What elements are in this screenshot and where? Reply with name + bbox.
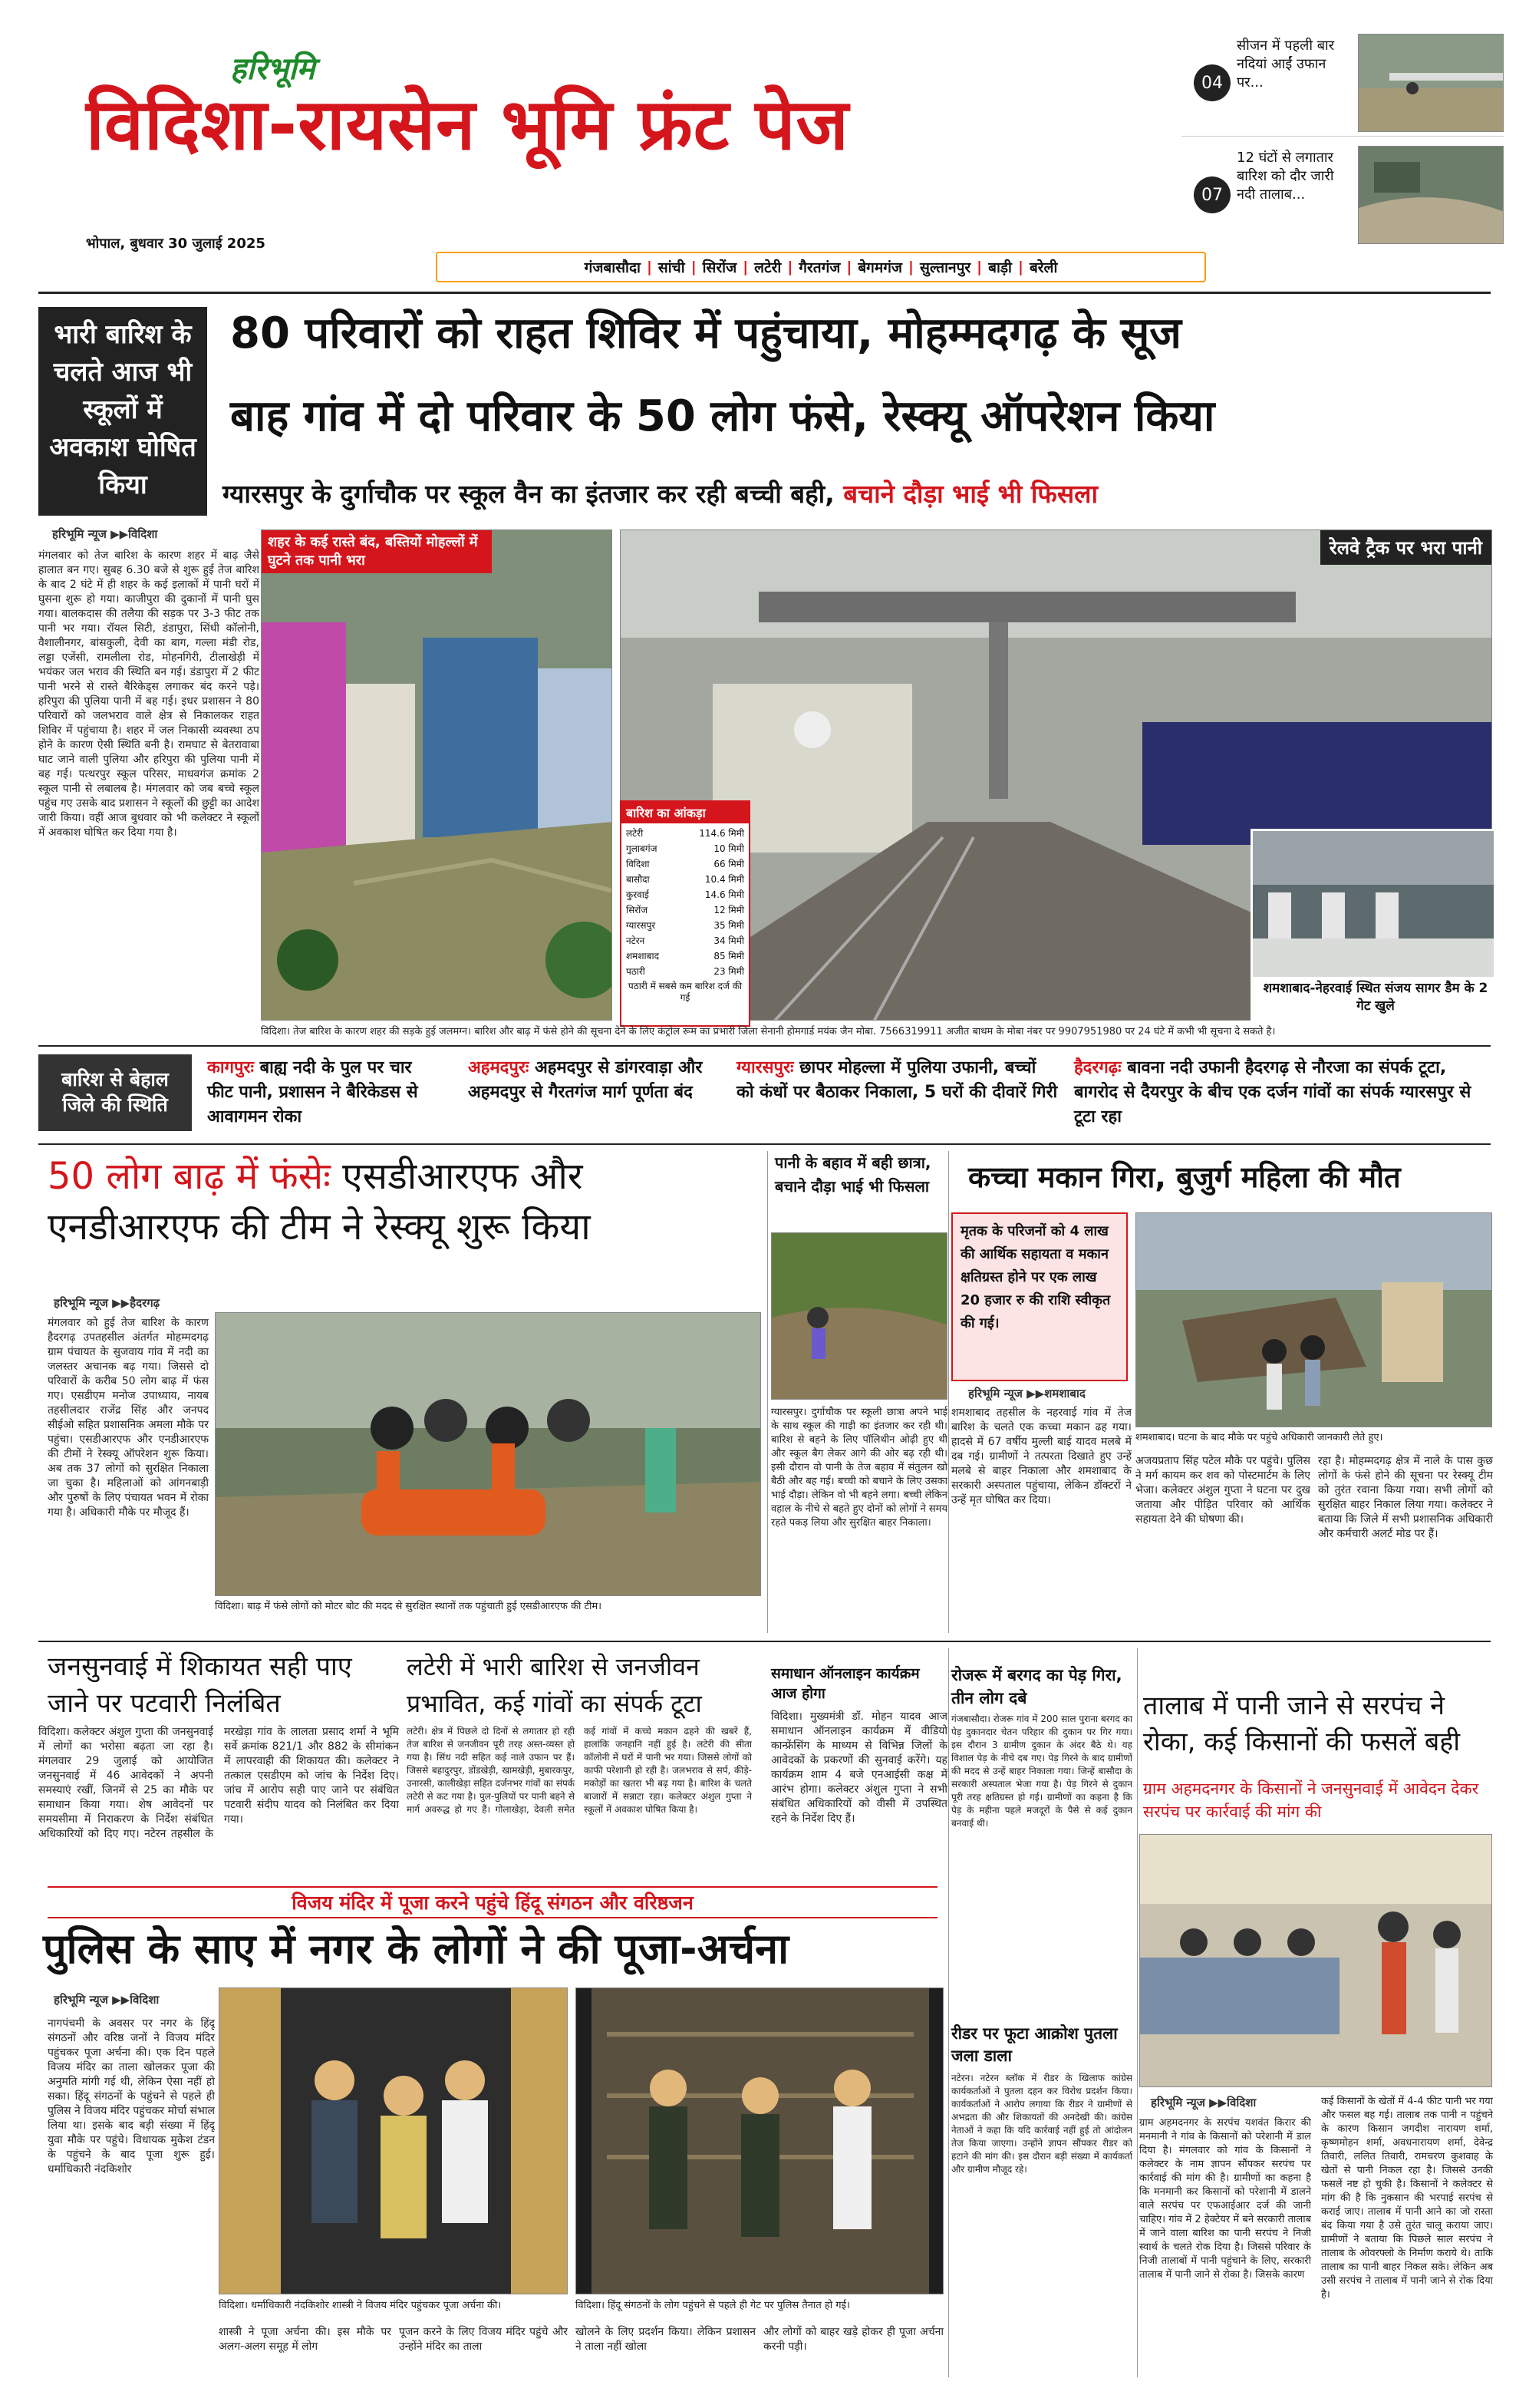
- house-caption: शमशाबाद। घटना के बाद मौके पर पहुंचे अधिकारी जानकारी लेते हुए।: [1135, 1432, 1383, 1443]
- mid-divider: [38, 1641, 1491, 1642]
- railway-track-label: रेलवे ट्रैक पर भरा पानी: [1320, 530, 1491, 565]
- pooja-photo-2: [575, 1987, 944, 2294]
- rain-data-title: बारिश का आंकड़ा: [621, 802, 749, 823]
- house-body-3: रहा है। मोहम्मदगढ़ क्षेत्र में नाले के पास कुछ लोगों के फंसे होने की सूचना पर रेस्क्यू टीम को तुरंत रवाना किया गया। सभी लोगों को सुरक्षित बाहर निकाल लिया गया। कलेक्टर ने बताया कि जिले में सभी प्रशासनिक अधिकारी और कर्मचारी अलर्ट मोड पर हैं।: [1318, 1455, 1493, 1540]
- situation-label: बारिश से बेहाल जिले की स्थिति: [38, 1054, 192, 1131]
- rain-row: शमशाबाद 85 मिमी: [626, 951, 744, 962]
- lead-byline: हरिभूमि न्यूज ▶▶विदिशा: [52, 527, 158, 541]
- col-rule: [767, 1151, 768, 1633]
- teaser-page-badge: 04: [1194, 64, 1231, 101]
- pond-hearing-photo: [1139, 1834, 1492, 2087]
- pooja-body-4: खोलने के लिए प्रदर्शन किया। लेकिन प्रशासन ने ताला नहीं खोला: [575, 2326, 756, 2353]
- rescue-headline: [48, 1151, 761, 1252]
- pooja-kicker: [48, 1886, 938, 1918]
- pooja-body-2: शास्त्री ने पूजा अर्चना की। इस मौके पर अलग-अलग समूह में लोग: [219, 2326, 391, 2353]
- flooded-street-photo: [261, 529, 612, 1021]
- lateri-body: लटेरी। क्षेत्र में पिछले दो दिनों से लगातार हो रही तेज बारिश से जनजीवन पूरी तरह अस्त-व्यस्त हो गया है। सिंध नदी सहित कई नाले उफान पर हैं। जिससे बहादुरपुर, डोंडखेड़ी, खामखेड़ी, मुबारकपुर, उनारसी, कालीखेड़ा सहित दर्जनभर गांवों का संपर्क लटेरी से कट गया है। पुल-पुलियों पर पानी बहने से मार्ग अवरुद्ध हो गए हैं। गोलाखेड़ा, देवली समेत कई गांवों में कच्चे मकान ढहने की खबरें हैं, हालांकि जनहानि नहीं हुई है। लटेरी की सीता कॉलोनी में घरों में पानी भर गया। जिससे लोगों को काफी परेशानी हो रही है। जलभराव से सर्प, कीड़े-मकोड़ों का खतरा भी बढ़ गया है। बारिश के चलते बाजारों में सन्नाटा रहा। कलेक्टर अंशुल गुप्ता ने स्कूलों में अवकाश घोषित किया है।: [407, 1726, 752, 1815]
- town-begamganj[interactable]: बेगमगंज: [858, 259, 903, 276]
- school-closed-box: भारी बारिश के चलते आज भी स्कूलों में अवकाश घोषित किया: [38, 307, 207, 516]
- girl-swept-photo: [771, 1232, 947, 1400]
- situation-text: छापर मोहल्ला में पुलिया उफानी, बच्चों को कंधों पर बैठाकर निकाला, 5 घरों की दीवारें गिरी: [736, 1058, 1058, 1102]
- pond-body-2: कई किसानों के खेतों में 4-4 फीट पानी भर गया और फसल बह गई। तालाब तक पानी न पहुंचने के कारण किसान जगदीश नारायण शर्मा, कृष्णमोहन शर्मा, अवधनारायण शर्मा, देवेन्द्र तिवारी, ललित तिवारी, रामचरण कुशवाह के खेतों से पानी निकल रहा है। जिससे उनकी फसलें नष्ट हो चुकी है। किसानों ने कलेक्टर से मांग की है कि नुकसान की भरपाई सरपंच से कराई जाए। तालाब में पानी आने का जो रास्ता बंद किया गया है उसे तुरंत चालू कराया जाए। ग्रामीणों ने बताया कि पिछले साल सरपंच ने तालाब के ओवरफ्लो के निर्माण कराये थे। ताकि तालाब का पानी बाहर निकल सके। लेकिन अब उसी सरपंच ने तालाब में पानी जाने से रोक दिया है।: [1321, 2096, 1493, 2301]
- lead-headline-2: बाह गांव में दो परिवार के 50 लोग फंसे, रेस्क्यू ऑपरेशन किया: [230, 391, 1215, 441]
- girl-headline: पानी के बहाव में बही छात्रा, बचाने दौड़ा भाई भी फिसला: [775, 1153, 931, 1196]
- situation-item-3: [736, 1056, 1059, 1105]
- banyan-headline: रोजरू में बरगद का पेड़ गिरा, तीन लोग दबे: [951, 1666, 1122, 1707]
- teaser-photo: [1358, 146, 1504, 244]
- teaser-photo: [1358, 34, 1504, 132]
- town-lateri[interactable]: लटेरी: [754, 259, 782, 276]
- town-gairatganj[interactable]: गैरतगंज: [799, 259, 841, 276]
- town-gunjbasoda[interactable]: गंजबासौदा: [584, 259, 641, 276]
- lateri-headline: लटेरी में भारी बारिश से जनजीवन प्रभावित, कई गांवों का संपर्क टूटा: [407, 1652, 702, 1718]
- town-sanchi[interactable]: सांची: [657, 259, 685, 276]
- girl-body: ग्यारसपुर। दुर्गाचौक पर स्कूली छात्रा अपने भाई के साथ स्कूल की गाड़ी का इंतजार कर रही थी। बारिश से बहने के लिए पॉलिथीन ओढ़ी हुए थी और स्कूल बैग लेकर आगे की ओर बढ़ रही थी। इसी दौरान वो पानी के तेज बहाव में संतुलन खो बैठी और बह गई। बच्ची को बचाने के लिए उसका भाई दौड़ा। लेकिन वो भी बहने लगा। बच्ची लेकिन वहाल के नीचे से बहते हुए दोनों को लोगों ने समय रहते पकड़ लिया और सुरक्षित बाहर निकाला।: [771, 1407, 947, 1529]
- lead-caption: विदिशा। तेज बारिश के कारण शहर की सड़के हुई जलमग्न। बारिश और बाढ़ में फंसे होने की सूचना देने के लिए कंट्रोल रूम का प्रभारी जिला सेनानी होमगार्ड मयंक जैन मोबा. 7566319911 अजीत बाथम के मोबा नंबर पर 9907951980 पर 24 घंटे में कभी भी सूचना दे सकते है।: [261, 1026, 1276, 1037]
- situation-text: बाह्य नदी के पुल पर चार फीट पानी, प्रशासन ने बैरिकेडस से आवागमन रोका: [207, 1058, 418, 1126]
- situation-item-1: [207, 1056, 437, 1130]
- situation-place: कागपुरः: [207, 1058, 254, 1077]
- house-body-2: अजयप्रताप सिंह पटेल मौके पर पहुंचे। पुलिस ने मर्ग कायम कर शव को पोस्टमार्टम के लिए भेजा। कलेक्टर अंशुल गुप्ता ने घटना पर दुख जताया और पीड़ित परिवार को आर्थिक सहायता देने की घोषणा की।: [1135, 1455, 1310, 1526]
- rain-row: नटेरन 34 मिमी: [626, 935, 744, 946]
- col-rule: [1137, 1648, 1138, 2377]
- rain-row: ग्यारसपुर 35 मिमी: [626, 920, 744, 931]
- town-sultanpur[interactable]: सुल्तानपुर: [919, 259, 971, 276]
- pond-byline: हरिभूमि न्यूज ▶▶विदिशा: [1151, 2096, 1257, 2109]
- dam-photo: [1251, 829, 1496, 1021]
- col-rule: [948, 1151, 949, 1633]
- banyan-body: गंजबासौदा। रोजरू गांव में 200 साल पुराना बरगद का पेड़ दुकानदार चेतन परिहार की दुकान पर गिर गया। इस दौरान 3 ग्रामीण दुकान के अंदर बैठे थे। यह विशाल पेड़ के नीचे दब गए। पेड़ गिरने के बाद ग्रामीणों की मदद से उन्हें बाहर निकाला गया। जिन्हें बासौदा के सरकारी अस्पताल भेजा गया है। पेड़ गिरने से दुकान पूरी तरह क्षतिग्रस्त हो गई। ग्रामीणों का कहना है कि पेड़ के महीना पहले मजदूरों के पैसे से कई दुकान बनवाई थी।: [951, 1714, 1132, 1829]
- situation-place: हैदरगढ़ः: [1074, 1058, 1122, 1077]
- pooja-body-5: और लोगों को बाहर खड़े होकर ही पूजा अर्चना करनी पड़ी।: [763, 2326, 944, 2353]
- house-collapse-photo: [1135, 1212, 1492, 1427]
- rain-row: विदिशा 66 मिमी: [626, 859, 744, 869]
- town-strip: गंजबासौदा | सांची | सिरोंज | लटेरी | गैरतगंज | बेगमगंज | सुल्तानपुर | बाड़ी | बरेली: [436, 252, 1206, 282]
- online-body: विदिशा। मुख्यमंत्री डॉ. मोहन यादव आज समाधान ऑनलाइन कार्यक्रम में वीडियो कान्फ्रेंसिंग के माध्यम से विभिन्न जिलों के आवेदकों के प्रकरणों की सुनवाई करेंगे। यह कार्यक्रम शाम 4 बजे एनआईसी कक्ष में आरंभ होगा। कलेक्टर अंशुल गुप्ता ने सभी संबंधित अधिकारियों को वीसी में उपस्थित रहने के निर्देश दिए हैं।: [771, 1710, 947, 1825]
- pooja-headline: पुलिस के साए में नगर के लोगों ने की पूजा-अर्चना: [43, 1925, 789, 1973]
- rain-data-rows: [621, 823, 749, 1006]
- rain-row: सिरोंज 12 मिमी: [626, 905, 744, 915]
- house-body-1: शमशाबाद तहसील के नहरवाई गांव में तेज बारिश के चलते एक कच्चा मकान ढह गया। हादसे में 67 वर्षीय मुल्ली बाई यादव मलबे में दब गई। ग्रामीणों ने तत्परता दिखाते हुए उन्हें मलबे से बाहर निकाला और शमशाबाद के सरकारी अस्पताल पहुंचाया, लेकिन डॉक्टरों ने उन्हें मृत घोषित कर दिया।: [951, 1407, 1132, 1506]
- pond-body-1: ग्राम अहमदनगर के सरपंच यशवंत किरार की मनमानी ने गांव के किसानों को परेशानी में डाल दिया है। मंगलवार को गांव के किसानों ने कलेक्टर के नाम ज्ञापन सौंपकर सरपंच पर कार्रवाई की मांग की है। ग्रामीणों का कहना है कि मनमानी कर किसानों को परेशानी में डालने वाले सरपंच पर एफआईआर दर्ज की जानी चाहिए। गांव में 2 हेक्टेयर में बने सरकारी तालाब में जाने वाला बारिश का पानी सरपंच ने निजी स्वार्थ के चलते रोक दिया है। जिससे परिवार के निजी तालाबों में पानी पहुंचाने के लिए, सरकारी तालाब में पानी जाने से रोका है। जिसके कारण: [1139, 2117, 1311, 2281]
- rain-data-box: [620, 800, 750, 1027]
- pond-headline: तालाब में पानी जाने से सरपंच ने रोका, कई किसानों की फसलें बही: [1143, 1691, 1461, 1757]
- lead-subhead: [222, 476, 1500, 510]
- pooja-kicker-text: विजय मंदिर में पूजा करने पहुंचे हिंदू संगठन और वरिष्ठजन: [292, 1892, 694, 1914]
- pooja-photo-1: [219, 1987, 568, 2294]
- lead-divider: [38, 1045, 1491, 1047]
- online-headline: समाधान ऑनलाइन कार्यक्रम आज होगा: [771, 1665, 920, 1702]
- pooja-byline: हरिभूमि न्यूज ▶▶विदिशा: [54, 1993, 160, 2007]
- rain-row: बासौदा 10.4 मिमी: [626, 874, 744, 885]
- pooja-body-3: पूजन करने के लिए विजय मंदिर पहुंचे और उन्होंने मंदिर का ताला: [399, 2326, 568, 2353]
- effigy-headline: रीडर पर फूटा आक्रोश पुतला जला डाला: [951, 2024, 1118, 2065]
- house-byline: हरिभूमि न्यूज ▶▶शमशाबाद: [968, 1387, 1086, 1400]
- rain-data-note: पठारी में सबसे कम बारिश दर्ज की गई: [628, 981, 743, 1003]
- situation-text: अहमदपुर से डांगरवाड़ा और अहमदपुर से गैरतगंज मार्ग पूर्णता बंद: [468, 1058, 703, 1102]
- pooja-caption-2: विदिशा। हिंदू संगठनों के लोग पहुंचने से पहले ही गेट पर पुलिस तैनात हो गई।: [575, 2300, 850, 2311]
- flooded-street-label: शहर के कई रास्ते बंद, बस्तियों मोहल्लों में घुटने तक पानी भरा: [262, 530, 492, 573]
- rain-row: लटेरी 114.6 मिमी: [626, 828, 744, 839]
- lead-subhead-red: बचाने दौड़ा भाई भी फिसला: [843, 479, 1099, 509]
- situation-item-4: [1074, 1056, 1492, 1130]
- masthead-divider: [38, 292, 1491, 294]
- situation-place: अहमदपुरः: [468, 1058, 529, 1077]
- teaser-text: 12 घंटों से लगातार बारिश को दौर जारी नदी तालाब...: [1237, 150, 1334, 203]
- pooja-body-1: नागपंचमी के अवसर पर नगर के हिंदू संगठनों और वरिष्ठ जनों ने विजय मंदिर पहुंचकर पूजा अर्चना की। एक दिन पहले विजय मंदिर का ताला खोलकर पूजा की अनुमति मांगी गई थी, लेकिन ऐसा नहीं हो सका। हिंदू संगठनों के पहुंचने से पहले ही पुलिस ने विजय मंदिर पहुंचकर मोर्चा संभाल लिया था। इसके बाद बड़ी संख्या में हिंदू युवा मौके पर पहुंचे। विधायक मुकेश टंडन के पहुंचने के बाद पूजा शुरू हुई। धर्माधिकारी नंदकिशोर: [48, 2017, 215, 2175]
- rain-row: गुलाबगंज 10 मिमी: [626, 843, 744, 854]
- rescue-caption: विदिशा। बाढ़ में फंसे लोगों को मोटर बोट की मदद से सुरक्षित स्थानों तक पहुंचाती हुई एसडीआरएफ की टीम।: [215, 1601, 602, 1612]
- col-rule: [948, 1648, 949, 2377]
- house-headline: कच्चा मकान गिरा, बुजुर्ग महिला की मौत: [968, 1160, 1401, 1194]
- rescue-boat-photo: [215, 1312, 761, 1596]
- aid-box: मृतक के परिजनों को 4 लाख की आर्थिक सहायता व मकान क्षतिग्रस्त होने पर एक लाख 20 हजार रु की राशि स्वीकृत की गई।: [951, 1212, 1128, 1381]
- jansunwai-body: विदिशा। कलेक्टर अंशुल गुप्ता की जनसुनवाई में लोगों का भरोसा बढ़ता जा रहा है। मंगलवार 29 जुलाई को आयोजित जनसुनवाई में 46 आवेदकों ने अपनी समस्याएं रखीं, जिनमें से 25 का मौके पर समाधान किया गया। शेष आवेदनों पर समयसीमा में निराकरण के निर्देश संबंधित अधिकारियों को दिए गए। नटेरन तहसील के मरखेड़ा गांव के लालता प्रसाद शर्मा ने भूमि सर्वे क्रमांक 821/1 और 882 के सीमांकन में लापरवाही की शिकायत की। कलेक्टर ने तत्काल एसडीएम को जांच के निर्देश दिए। जांच में आरोप सही पाए जाने पर संबंधित पटवारी संदीप यादव को निलंबित कर दिया गया।: [38, 1726, 399, 1840]
- lead-subhead-black: ग्यारसपुर के दुर्गाचौक पर स्कूल वैन का इंतजार कर रही बच्ची बही,: [222, 479, 835, 509]
- page-title: विदिशा-रायसेन भूमि फ्रंट पेज: [86, 84, 849, 166]
- situation-place: ग्यारसपुरः: [736, 1058, 794, 1077]
- lead-body: मंगलवार को तेज बारिश के कारण शहर में बाढ़ जैसे हालात बन गए। सुबह 6.30 बजे से शुरू हुई तेज बारिश के बाद 2 घंटे में ही शहर के कई इलाकों में पानी घरों में घुसना शुरू हो गया। काजीपुरा की दुकानों में पानी घुस गया। बालकदास की तलैया की सड़क पर 3-3 फीट तक पानी भर गया। रॉयल सिटी, डंडापुरा, सिंधी कॉलोनी, वैशालीनगर, बांसकुली, देवी का बाग, गल्ला मंडी रोड, लड्डा एजेंसी, रामलीला रोड, मोहनगिरी, टीलाखेड़ी में भयंकर जल भराव की स्थिति बन गई। डंडापुरा में 2 फीट पानी भरने से रास्ते बैरिकेड्स लगाकर बंद करने पड़े। हरिपुरा की पुलिया पानी में बह गई। इधर प्रशासन ने 80 परिवारों को जलभराव वाले क्षेत्र से निकालकर राहत शिविर में पहुंचाया है। शहर में जल निकासी व्यवस्था ठप होने के कारण ऐसी स्थिति बनी है। रामघाट से बेतरावाबा घाट जाने वाली पुलिया और हरिपुरा की पुलिया पानी में बह गई। पत्थरपुर स्कूल परिसर, माधवगंज क्रमांक 2 स्कूल पानी से लबालब है। मंगलवार को जब बच्चे स्कूल पहुंच गए उसके बाद प्रशासन ने स्कूलों की छुट्टी का आदेश जारी किया। वहीं आज बुधवार को भी कलेक्टर ने स्कूलों में अवकाश घोषित कर दिया गया है।: [38, 549, 259, 839]
- rescue-byline: हरिभूमि न्यूज ▶▶हैदरगढ़: [54, 1296, 160, 1310]
- teaser-text: सीजन में पहली बार नदियां आईं उफान पर...: [1237, 38, 1335, 91]
- rescue-headline-rest: एसडीआरएफ और एनडीआरएफ की टीम ने रेस्क्यू शुरू किया: [48, 1155, 591, 1249]
- situation-divider: [38, 1143, 1491, 1145]
- town-bareli[interactable]: बरेली: [1029, 259, 1058, 276]
- dam-label: शमशाबाद-नेहरवाई स्थित संजय सागर डैम के 2 गेट खुले: [1253, 977, 1496, 1018]
- lead-headline-1: 80 परिवारों को राहत शिविर में पहुंचाया, मोहम्मदगढ़ के सूज: [230, 308, 1181, 358]
- rescue-body: मंगलवार को हुई तेज बारिश के कारण हैदरगढ़ उपतहसील अंतर्गत मोहम्मदगढ़ ग्राम पंचायत के सुजवाय गांव में नदी का जलस्तर अचानक बढ़ गया। जिससे दो परिवारों के करीब 50 लोग बाढ़ में फंस गए। एसडीएम मनोज उपाध्याय, नायब तहसीलदार राजेंद्र सिंह और जनपद सीईओ सहित प्रशासनिक अमला मौके पर पहुंचा। एसडीआरएफ और एनडीआरएफ की टीमों ने रेस्क्यू ऑपरेशन शुरू किया। अब तक 37 लोगों को सुरक्षित निकाला जा चुका है। महिलाओं को आंगनबाड़ी और पुरुषों के लिए पंचायत भवन में रोका गया है। अधिकारी मौके पर मौजूद हैं।: [48, 1317, 209, 1519]
- rain-row: पठारी 23 मिमी: [626, 966, 744, 977]
- situation-text: बावना नदी उफानी हैदरगढ़ से नौरजा का संपर्क टूटा, बागरोद से दैयरपुर के बीच एक दर्जन गांवों का संपर्क ग्यारसपुर से टूटा रहा: [1074, 1058, 1471, 1126]
- town-sironj[interactable]: सिरोंज: [702, 259, 737, 276]
- situation-item-2: [468, 1056, 706, 1105]
- teaser-2[interactable]: [1181, 143, 1504, 249]
- brand-logo: हरिभूमि: [230, 51, 315, 87]
- rescue-headline-red: 50 लोग बाढ़ में फंसेः: [48, 1155, 331, 1198]
- teaser-1[interactable]: [1181, 31, 1504, 137]
- dateline: भोपाल, बुधवार 30 जुलाई 2025: [86, 236, 265, 252]
- jansunwai-headline: जनसुनवाई में शिकायत सही पाए जाने पर पटवारी निलंबित: [48, 1651, 352, 1719]
- pond-subhead: ग्राम अहमदनगर के किसानों ने जनसुनवाई में आवेदन देकर सरपंच पर कार्रवाई की मांग की: [1143, 1780, 1479, 1821]
- pooja-caption-1: विदिशा। धर्माधिकारी नंदकिशोर शास्त्री ने विजय मंदिर पहुंचकर पूजा अर्चना की।: [219, 2300, 502, 2311]
- teaser-page-badge: 07: [1194, 176, 1231, 213]
- effigy-body: नटेरन। नटेरन ब्लॉक में रीडर के खिलाफ कांग्रेस कार्यकर्ताओं ने पुतला दहन कर विरोध प्रदर्शन किया। कार्यकर्ताओं ने आरोप लगाया कि रीडर ने ग्रामीणों से अभद्रता की और शिकायतों की अनदेखी की। कांग्रेस नेताओं ने कहा कि यदि कार्रवाई नहीं हुई तो आंदोलन तेज किया जाएगा। उन्होंने ज्ञापन सौंपकर रीडर को हटाने की मांग की। इस दौरान बड़ी संख्या में कार्यकर्ता और ग्रामीण मौजूद रहे।: [951, 2073, 1132, 2175]
- rain-row: कुरवाई 14.6 मिमी: [626, 889, 744, 900]
- town-badi[interactable]: बाड़ी: [988, 259, 1012, 276]
